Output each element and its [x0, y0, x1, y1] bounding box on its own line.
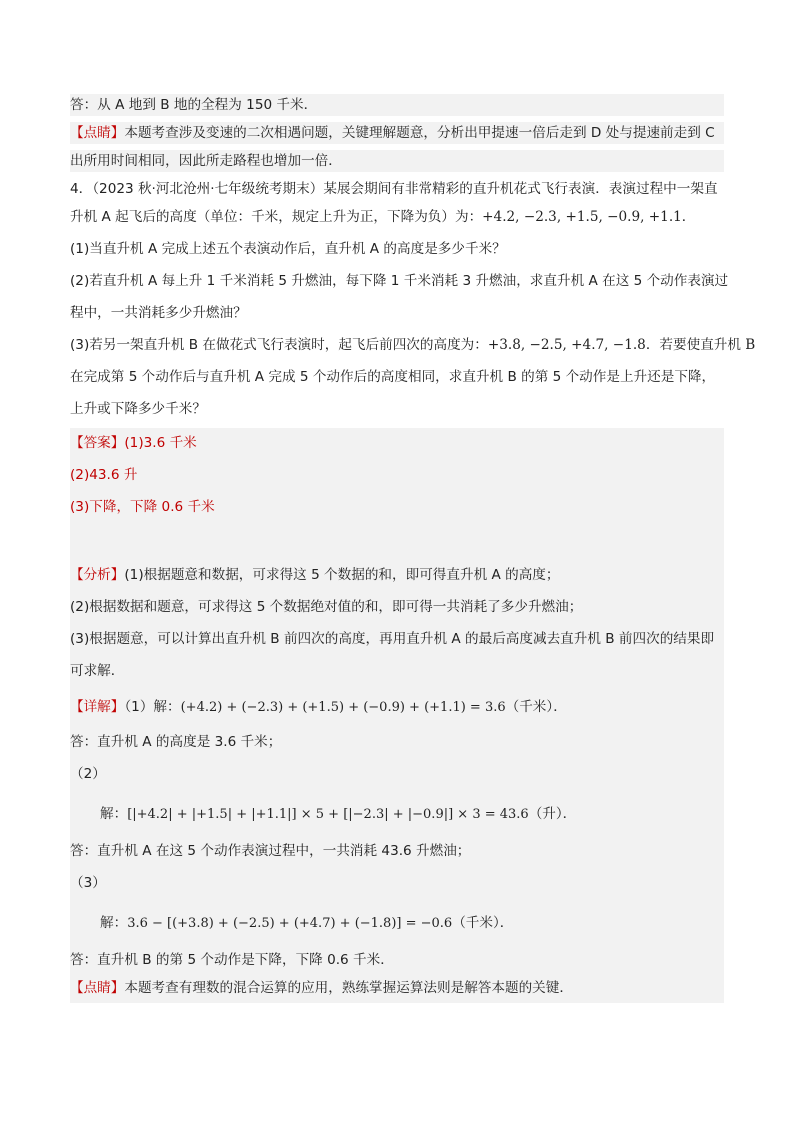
question-part3-line3 [70, 398, 724, 420]
detail-step1-answer [70, 731, 724, 753]
answer-line1 [70, 432, 724, 454]
question-part2-line1 [70, 270, 729, 292]
analysis-line3 [70, 628, 724, 650]
question-text: 某展会期间有非常精彩的直升机花式飞行表演．表演过程中一架直 [323, 181, 718, 197]
analysis-text-2: (2)根据数据和题意，可求得这 5 个数据绝对值的和，即可得一共消耗了多少升燃油； [70, 599, 583, 615]
question-part1 [70, 238, 724, 260]
detail-step2-label [70, 763, 724, 785]
previous-answer-text: 答：从 A 地到 B 地的全程为 150 千米． [70, 97, 318, 113]
detail-step2-answer [70, 840, 724, 862]
detail-block [70, 688, 724, 1003]
detail-step2-answer-text: 答：直升机 A 在这 5 个动作表演过程中，一共消耗 43.6 升燃油； [70, 843, 471, 859]
final-comment-text: 本题考查有理数的混合运算的应用，熟练掌握运算法则是解答本题的关键． [124, 980, 573, 996]
detail-step2-unit: （升）． [528, 806, 577, 822]
question-part3-values: +3.8, −2.5, +4.7, −1.8．若要使直升机 B [487, 337, 756, 353]
analysis-block [70, 560, 724, 688]
answer-part3: (3)下降，下降 0.6 千米 [70, 499, 215, 515]
answer-part1: (1)3.6 千米 [124, 435, 197, 451]
question-part2-text: (2)若直升机 A 每上升 1 千米消耗 5 升燃油，每下降 1 千米消耗 3 升燃油，求直升机 A 在这 5 个动作表演过 [70, 273, 729, 289]
question-part2-text-2: 程中，一共消耗多少升燃油？ [70, 305, 247, 321]
detail-step3-unit: （千米）． [452, 915, 514, 931]
previous-comment-line2 [70, 150, 724, 172]
previous-answer [70, 94, 724, 116]
detail-step2-solve: 解： [100, 806, 128, 822]
analysis-text-1: (1)根据题意和数据，可求得这 5 个数据的和，即可得直升机 A 的高度； [124, 567, 560, 583]
detail-step3-expression: 3.6 − [(+3.8) + (−2.5) + (+4.7) + (−1.8)] = −0.6 [127, 916, 453, 931]
question-part3-text: (3)若另一架直升机 B 在做花式飞行表演时，起飞后前四次的高度为： [70, 337, 488, 353]
answer-line2 [70, 464, 724, 486]
question-part3-line1 [70, 334, 756, 356]
previous-comment-text: 本题考查涉及变速的二次相遇问题，关键理解题意，分析出甲提速一倍后走到 D 处与提速前走到 C [124, 125, 715, 141]
answer-tag: 【答案】 [70, 435, 125, 451]
question-number: 4． [70, 181, 93, 197]
previous-comment-line1 [70, 122, 724, 144]
analysis-tag: 【分析】 [70, 567, 125, 583]
detail-step3-answer-text: 答：直升机 B 的第 5 个动作是下降，下降 0.6 千米． [70, 952, 394, 968]
detail-step3 [70, 912, 724, 935]
question-part2-line2 [70, 302, 724, 324]
detail-step1-label: （1）解： [124, 699, 181, 715]
answer-line3 [70, 496, 724, 518]
question-line2 [70, 206, 724, 228]
analysis-text-3: (3)根据题意，可以计算出直升机 B 前四次的高度，再用直升机 A 的最后高度减去直升机 B 前四次的结果即 [70, 631, 715, 647]
analysis-line2 [70, 596, 724, 618]
answer-part2: (2)43.6 升 [70, 467, 138, 483]
analysis-line1 [70, 564, 724, 586]
detail-step2 [70, 803, 724, 826]
detail-step3-solve: 解： [100, 915, 128, 931]
final-comment [70, 977, 724, 1003]
detail-step1-answer-text: 答：直升机 A 的高度是 3.6 千米； [70, 734, 282, 750]
question-source: （2023 秋·河北沧州·七年级统考期末） [92, 181, 324, 197]
question-part3-line2 [70, 366, 724, 388]
detail-tag: 【详解】 [70, 699, 125, 715]
question-text-2: 升机 A 起飞后的高度（单位：千米，规定上升为正，下降为负）为： [70, 209, 483, 225]
detail-step1-unit: （千米）． [505, 699, 567, 715]
analysis-line4 [70, 660, 724, 688]
answer-block [70, 428, 724, 560]
detail-step1 [70, 696, 724, 719]
analysis-text-4: 可求解． [70, 663, 125, 679]
detail-step1-expression: (+4.2) + (−2.3) + (+1.5) + (−0.9) + (+1.1) = 3.6 [180, 700, 506, 715]
detail-step2-expression: [|+4.2| + |+1.5| + |+1.1|] × 5 + [|−2.3| + |−0.9|] × 3 = 43.6 [127, 807, 529, 822]
detail-step2-label-text: （2） [70, 766, 106, 782]
comment-tag: 【点睛】 [70, 125, 125, 141]
detail-step3-label [70, 872, 724, 894]
detail-step3-answer [70, 949, 724, 971]
question-values: +4.2, −2.3, +1.5, −0.9, +1.1． [482, 209, 696, 225]
previous-comment-text-2: 出所用时间相同，因此所走路程也增加一倍． [70, 153, 342, 169]
final-comment-tag: 【点睛】 [70, 980, 125, 996]
question-part3-text-3: 上升或下降多少千米？ [70, 401, 206, 417]
question-line1 [70, 178, 724, 200]
document-page [70, 94, 756, 1003]
question-part1-text: (1)当直升机 A 完成上述五个表演动作后，直升机 A 的高度是多少千米？ [70, 241, 506, 257]
question-part3-text-2: 在完成第 5 个动作后与直升机 A 完成 5 个动作后的高度相同，求直升机 B 的第 5 个动作是上升还是下降， [70, 369, 716, 385]
detail-step3-label-text: （3） [70, 875, 106, 891]
